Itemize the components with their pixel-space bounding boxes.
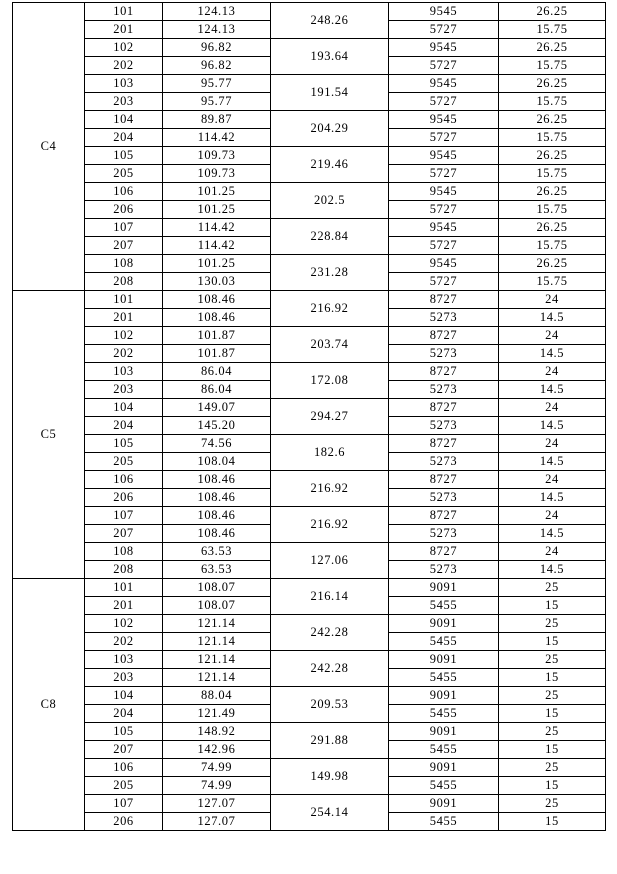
row-last-cell: 25 [499,687,606,705]
row-last-cell: 25 [499,759,606,777]
row-last-cell: 14.5 [499,345,606,363]
row-id-cell: 102 [85,615,163,633]
row-value-cell: 109.73 [163,165,271,183]
row-id-cell: 205 [85,165,163,183]
table-row [13,111,606,129]
row-last-cell: 25 [499,579,606,597]
row-last-cell: 24 [499,363,606,381]
row-id-cell: 201 [85,309,163,327]
row-value-cell: 101.25 [163,183,271,201]
data-table [12,2,606,831]
table-body [13,3,606,831]
row-last-cell: 15.75 [499,93,606,111]
row-big-cell: 9091 [389,615,499,633]
row-big-cell: 8727 [389,399,499,417]
row-last-cell: 25 [499,795,606,813]
pair-sum-cell: 216.92 [271,471,389,507]
row-value-cell: 114.42 [163,129,271,147]
row-id-cell: 206 [85,489,163,507]
row-value-cell: 101.87 [163,327,271,345]
row-id-cell: 208 [85,273,163,291]
row-value-cell: 108.46 [163,489,271,507]
row-value-cell: 121.14 [163,633,271,651]
table-row [13,651,606,669]
row-last-cell: 24 [499,327,606,345]
row-big-cell: 9545 [389,219,499,237]
pair-sum-cell: 216.92 [271,507,389,543]
row-value-cell: 74.99 [163,759,271,777]
row-big-cell: 5727 [389,165,499,183]
table-row [13,399,606,417]
row-value-cell: 142.96 [163,741,271,759]
row-value-cell: 95.77 [163,75,271,93]
row-last-cell: 24 [499,399,606,417]
row-last-cell: 15.75 [499,21,606,39]
row-value-cell: 63.53 [163,543,271,561]
row-value-cell: 108.46 [163,291,271,309]
row-value-cell: 121.14 [163,651,271,669]
table-row [13,327,606,345]
row-value-cell: 108.07 [163,579,271,597]
row-value-cell: 109.73 [163,147,271,165]
row-big-cell: 5727 [389,237,499,255]
row-id-cell: 102 [85,327,163,345]
row-id-cell: 104 [85,111,163,129]
row-value-cell: 108.07 [163,597,271,615]
table-row [13,147,606,165]
pair-sum-cell: 291.88 [271,723,389,759]
row-big-cell: 5455 [389,597,499,615]
row-big-cell: 5727 [389,273,499,291]
row-last-cell: 15 [499,777,606,795]
row-value-cell: 108.04 [163,453,271,471]
row-big-cell: 9545 [389,183,499,201]
row-last-cell: 15 [499,741,606,759]
pair-sum-cell: 149.98 [271,759,389,795]
row-last-cell: 26.25 [499,255,606,273]
row-id-cell: 207 [85,525,163,543]
row-last-cell: 26.25 [499,39,606,57]
table-row [13,75,606,93]
pair-sum-cell: 248.26 [271,3,389,39]
row-big-cell: 8727 [389,507,499,525]
row-big-cell: 5455 [389,777,499,795]
row-last-cell: 15.75 [499,201,606,219]
row-id-cell: 206 [85,813,163,831]
row-id-cell: 105 [85,435,163,453]
row-id-cell: 201 [85,597,163,615]
table-row [13,507,606,525]
table-row [13,687,606,705]
row-value-cell: 127.07 [163,813,271,831]
row-big-cell: 8727 [389,471,499,489]
row-big-cell: 9091 [389,687,499,705]
row-value-cell: 88.04 [163,687,271,705]
row-id-cell: 108 [85,543,163,561]
row-last-cell: 24 [499,435,606,453]
row-last-cell: 24 [499,507,606,525]
pair-sum-cell: 216.14 [271,579,389,615]
pair-sum-cell: 294.27 [271,399,389,435]
row-last-cell: 15.75 [499,273,606,291]
row-id-cell: 103 [85,363,163,381]
group-label-cell: C4 [13,3,85,291]
pair-sum-cell: 228.84 [271,219,389,255]
row-big-cell: 9545 [389,255,499,273]
row-value-cell: 114.42 [163,237,271,255]
row-last-cell: 15.75 [499,57,606,75]
row-value-cell: 74.56 [163,435,271,453]
row-value-cell: 63.53 [163,561,271,579]
row-big-cell: 9091 [389,795,499,813]
row-id-cell: 103 [85,75,163,93]
row-value-cell: 149.07 [163,399,271,417]
row-id-cell: 105 [85,723,163,741]
row-id-cell: 203 [85,381,163,399]
row-value-cell: 108.46 [163,309,271,327]
row-value-cell: 148.92 [163,723,271,741]
row-last-cell: 15.75 [499,165,606,183]
row-id-cell: 201 [85,21,163,39]
row-big-cell: 5455 [389,705,499,723]
row-last-cell: 15.75 [499,129,606,147]
row-last-cell: 14.5 [499,309,606,327]
pair-sum-cell: 202.5 [271,183,389,219]
pair-sum-cell: 193.64 [271,39,389,75]
row-id-cell: 106 [85,471,163,489]
row-last-cell: 26.25 [499,75,606,93]
table-row [13,435,606,453]
row-value-cell: 101.25 [163,201,271,219]
row-big-cell: 5455 [389,669,499,687]
row-big-cell: 5273 [389,489,499,507]
row-id-cell: 207 [85,741,163,759]
pair-sum-cell: 216.92 [271,291,389,327]
row-value-cell: 108.46 [163,525,271,543]
row-id-cell: 205 [85,453,163,471]
row-value-cell: 130.03 [163,273,271,291]
row-big-cell: 5273 [389,561,499,579]
row-id-cell: 104 [85,399,163,417]
row-big-cell: 9545 [389,75,499,93]
row-last-cell: 14.5 [499,381,606,399]
row-value-cell: 127.07 [163,795,271,813]
row-big-cell: 5727 [389,93,499,111]
row-big-cell: 5273 [389,345,499,363]
table-row [13,3,606,21]
row-last-cell: 15 [499,669,606,687]
table-row [13,219,606,237]
pair-sum-cell: 231.28 [271,255,389,291]
group-label-cell: C8 [13,579,85,831]
row-big-cell: 5455 [389,633,499,651]
row-value-cell: 86.04 [163,381,271,399]
row-value-cell: 145.20 [163,417,271,435]
row-last-cell: 24 [499,291,606,309]
row-id-cell: 105 [85,147,163,165]
row-id-cell: 107 [85,507,163,525]
row-id-cell: 103 [85,651,163,669]
row-last-cell: 14.5 [499,561,606,579]
table-row [13,759,606,777]
row-last-cell: 14.5 [499,417,606,435]
row-last-cell: 24 [499,471,606,489]
row-big-cell: 9545 [389,111,499,129]
row-big-cell: 5273 [389,417,499,435]
row-value-cell: 96.82 [163,39,271,57]
row-id-cell: 204 [85,705,163,723]
table-row [13,39,606,57]
pair-sum-cell: 191.54 [271,75,389,111]
row-big-cell: 5273 [389,381,499,399]
row-big-cell: 8727 [389,327,499,345]
row-big-cell: 9091 [389,651,499,669]
row-value-cell: 86.04 [163,363,271,381]
row-last-cell: 15.75 [499,237,606,255]
row-last-cell: 15 [499,705,606,723]
row-last-cell: 14.5 [499,489,606,507]
row-last-cell: 26.25 [499,3,606,21]
row-last-cell: 14.5 [499,453,606,471]
row-big-cell: 5727 [389,57,499,75]
row-id-cell: 106 [85,759,163,777]
row-id-cell: 203 [85,669,163,687]
row-id-cell: 101 [85,3,163,21]
pair-sum-cell: 182.6 [271,435,389,471]
row-id-cell: 202 [85,633,163,651]
row-last-cell: 26.25 [499,219,606,237]
row-last-cell: 26.25 [499,111,606,129]
row-last-cell: 25 [499,651,606,669]
row-value-cell: 74.99 [163,777,271,795]
row-id-cell: 207 [85,237,163,255]
row-value-cell: 121.14 [163,615,271,633]
row-big-cell: 8727 [389,543,499,561]
row-big-cell: 5727 [389,201,499,219]
pair-sum-cell: 204.29 [271,111,389,147]
row-big-cell: 8727 [389,291,499,309]
row-last-cell: 26.25 [499,183,606,201]
group-label-cell: C5 [13,291,85,579]
pair-sum-cell: 254.14 [271,795,389,831]
row-last-cell: 14.5 [499,525,606,543]
row-value-cell: 108.46 [163,507,271,525]
row-big-cell: 9091 [389,723,499,741]
row-id-cell: 205 [85,777,163,795]
table-row [13,543,606,561]
table-row [13,615,606,633]
row-id-cell: 107 [85,219,163,237]
table-row [13,363,606,381]
row-id-cell: 107 [85,795,163,813]
row-last-cell: 24 [499,543,606,561]
pair-sum-cell: 242.28 [271,651,389,687]
row-last-cell: 15 [499,633,606,651]
row-big-cell: 8727 [389,363,499,381]
row-value-cell: 101.87 [163,345,271,363]
row-big-cell: 9545 [389,147,499,165]
row-last-cell: 26.25 [499,147,606,165]
row-value-cell: 114.42 [163,219,271,237]
pair-sum-cell: 219.46 [271,147,389,183]
row-value-cell: 96.82 [163,57,271,75]
pair-sum-cell: 127.06 [271,543,389,579]
pair-sum-cell: 203.74 [271,327,389,363]
pair-sum-cell: 172.08 [271,363,389,399]
row-last-cell: 25 [499,615,606,633]
table-row [13,795,606,813]
row-id-cell: 208 [85,561,163,579]
row-id-cell: 204 [85,129,163,147]
row-value-cell: 124.13 [163,3,271,21]
table-row [13,471,606,489]
row-id-cell: 101 [85,291,163,309]
row-value-cell: 108.46 [163,471,271,489]
row-big-cell: 5273 [389,309,499,327]
table-row [13,291,606,309]
row-big-cell: 5727 [389,21,499,39]
row-big-cell: 9091 [389,759,499,777]
row-value-cell: 89.87 [163,111,271,129]
row-big-cell: 9545 [389,3,499,21]
row-id-cell: 203 [85,93,163,111]
row-id-cell: 206 [85,201,163,219]
row-big-cell: 5455 [389,813,499,831]
pair-sum-cell: 209.53 [271,687,389,723]
row-big-cell: 5273 [389,525,499,543]
row-big-cell: 9545 [389,39,499,57]
row-id-cell: 102 [85,39,163,57]
pair-sum-cell: 242.28 [271,615,389,651]
row-value-cell: 121.49 [163,705,271,723]
row-id-cell: 104 [85,687,163,705]
table-row [13,183,606,201]
table-row [13,255,606,273]
table-row [13,723,606,741]
row-big-cell: 8727 [389,435,499,453]
row-last-cell: 15 [499,813,606,831]
row-last-cell: 15 [499,597,606,615]
row-big-cell: 5455 [389,741,499,759]
row-id-cell: 106 [85,183,163,201]
row-id-cell: 202 [85,345,163,363]
row-id-cell: 204 [85,417,163,435]
row-value-cell: 95.77 [163,93,271,111]
row-big-cell: 5727 [389,129,499,147]
row-id-cell: 101 [85,579,163,597]
row-value-cell: 124.13 [163,21,271,39]
row-id-cell: 202 [85,57,163,75]
row-big-cell: 9091 [389,579,499,597]
row-id-cell: 108 [85,255,163,273]
row-last-cell: 25 [499,723,606,741]
row-value-cell: 121.14 [163,669,271,687]
row-big-cell: 5273 [389,453,499,471]
table-row [13,579,606,597]
row-value-cell: 101.25 [163,255,271,273]
